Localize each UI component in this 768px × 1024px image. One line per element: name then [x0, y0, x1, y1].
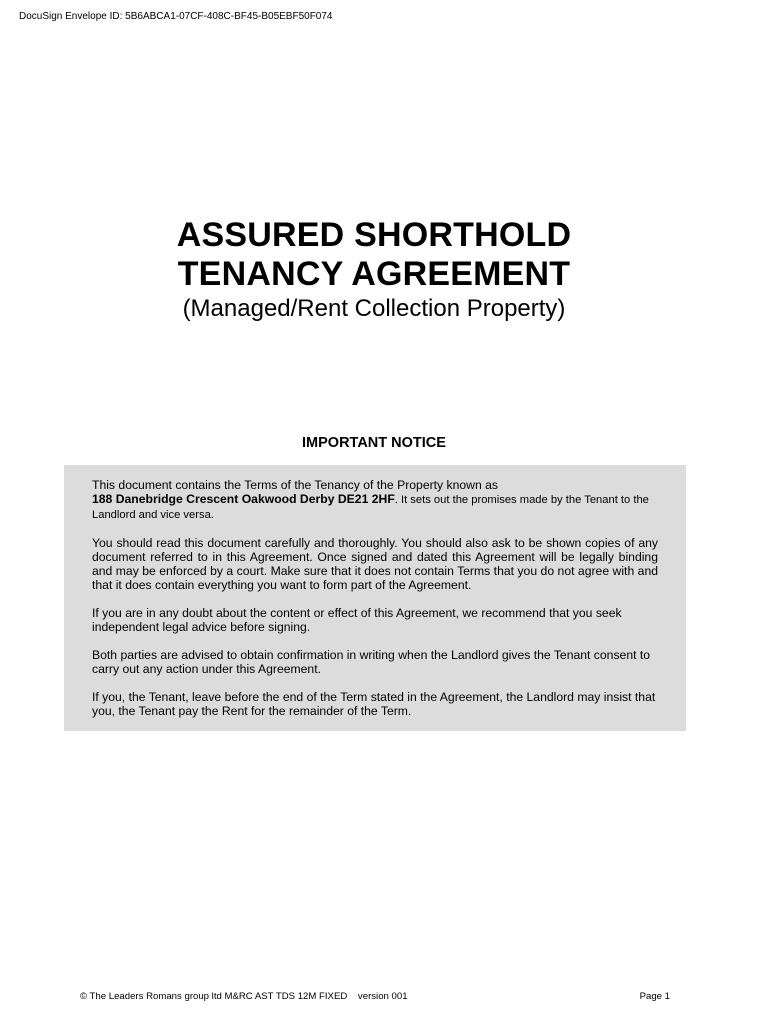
title-line-1: ASSURED SHORTHOLD [176, 216, 572, 254]
page-number: Page 1 [639, 991, 670, 1002]
notice-paragraph-advice: If you are in any doubt about the content or effect of this Agreement, we recommend that you seek independent legal advice before signing. [92, 606, 622, 634]
property-address: 188 Danebridge Crescent Oakwood Derby DE21 2HF [92, 492, 395, 506]
notice-box [64, 465, 686, 731]
property-intro: This document contains the Terms of the Tenancy of the Property known as [92, 478, 499, 492]
notice-paragraph-consent: Both parties are advised to obtain confirmation in writing when the Landlord gives the Tenant consent to carry out any action under this Agreement. [92, 648, 651, 676]
notice-paragraph-read: You should read this document carefully and thoroughly. You should also ask to be shown copies of any document referred to in this Agreement. Once signed and dated this Agreement will be legally binding and may be enforced by a court. Make sure that it does not contain Terms that you do not agree with and that it does contain everything you want to form part of the Agreement. [92, 536, 658, 592]
footer-copyright: © The Leaders Romans group ltd M&RC AST TDS 12M FIXED version 001 [80, 991, 408, 1002]
title-line-2: TENANCY AGREEMENT [177, 255, 571, 293]
notice-heading: IMPORTANT NOTICE [302, 435, 446, 451]
notice-paragraph-property [92, 478, 658, 522]
subtitle: (Managed/Rent Collection Property) [182, 295, 566, 322]
property-rest: . It sets out the promises made by the Tenant to the Landlord and vice versa. [92, 494, 649, 521]
title-block [0, 216, 748, 323]
notice-paragraph-term: If you, the Tenant, leave before the end of the Term stated in the Agreement, the Landlord may insist that you, the Tenant pay the Rent for the remainder of the Term. [92, 690, 656, 718]
envelope-id: DocuSign Envelope ID: 5B6ABCA1-07CF-408C-BF45-B05EBF50F074 [19, 11, 333, 22]
